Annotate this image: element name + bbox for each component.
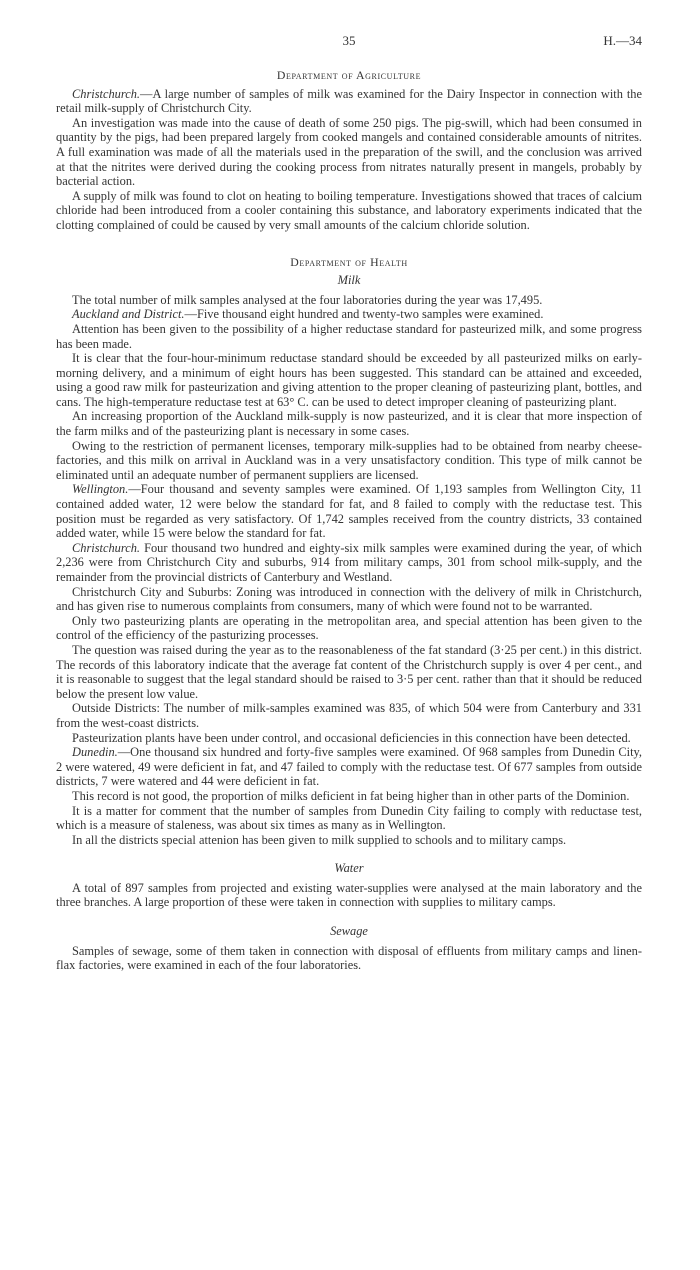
subsection-heading: Sewage: [330, 924, 368, 939]
paragraph-text: Christchurch City and Suburbs: Zoning was introduced in connection with the delivery of milk in Christchurch, and has given rise to numerous complaints from consumers, many of which were found not to be warranted.: [56, 584, 642, 614]
paragraph: [56, 541, 642, 585]
paragraph-text: A total of 897 samples from projected and existing water-supplies were analysed at the main laboratory and the three branches. A large proportion of these were taken in connection with supplies to military camps.: [56, 880, 642, 910]
paragraph: [56, 789, 642, 804]
paragraph-text: A supply of milk was found to clot on heating to boiling temperature. Investigations showed that traces of calcium chloride had been introduced from a cooler containing this substance, and laboratory experiments indicated that the clotting complained of could be caused by very small amounts of the calcium chloride solution.: [56, 188, 642, 232]
paragraph-text: —A large number of samples of milk was examined for the Dairy Inspector in connection with the retail milk-supply of Christchurch City.: [56, 86, 642, 116]
paragraph: [56, 585, 642, 614]
paragraph-lead: Dunedin.: [72, 745, 118, 760]
paragraph-text: It is clear that the four-hour-minimum reductase standard should be exceeded by all pasteurized milks on early-morning delivery, and a minimum of eight hours has been suggested. This standard can be attained and exceeded, using a good raw milk for pasteurization and giving attention to the proper cleaning of pasteurizing plant, bottles, and cans. The high-temperature reductase test at 63° C. can be used to detect improper cleaning of pasteurizing plant.: [56, 351, 642, 409]
paragraph: [56, 745, 642, 789]
paragraph: [56, 307, 642, 322]
paragraph-text: Outside Districts: The number of milk-samples examined was 835, of which 504 were from Canterbury and 331 from the west-coast districts.: [56, 701, 642, 730]
paragraph: [56, 701, 642, 730]
paragraph: [56, 87, 642, 116]
paragraph: [56, 643, 642, 701]
paragraph: [56, 439, 642, 483]
paragraph: [56, 804, 642, 833]
subsection-heading: Water: [334, 861, 364, 876]
paragraph-lead: Christchurch.: [72, 86, 141, 101]
paragraph-text: —Four thousand and seventy samples were examined. Of 1,193 samples from Wellington City, 11 contained added water, 12 were below the standard for fat, and 8 failed to comply with the reductase test. This position must be regarded as very satisfactory. Of 1,742 samples received from the country districts, 33 contained added water, while 15 were below the standard for fat.: [56, 482, 642, 541]
paragraph: [56, 614, 642, 643]
subsection-heading: Milk: [337, 273, 361, 288]
paragraph-lead: Wellington.: [72, 482, 129, 497]
paragraph-lead: Christchurch.: [72, 540, 141, 555]
paragraph-text: Samples of sewage, some of them taken in connection with disposal of effluents from military camps and linen-flax factories, were examined in each of the four laboratories.: [56, 943, 642, 973]
paragraph: [56, 189, 642, 233]
paragraph-text: An investigation was made into the cause of death of some 250 pigs. The pig-swill, which had been consumed in quantity by the pigs, had been prepared largely from cooked mangels and contained considerable amounts of nitrites. A full examination was made of all the materials used in the preparation of the swill, and the conclusion was arrived at that the nitrites were derived during the cooking process from nitrates naturally present in mangels, probably by bacterial action.: [56, 115, 642, 189]
paragraph-text: Pasteurization plants have been under control, and occasional deficiencies in this connection have been detected.: [72, 730, 631, 745]
paragraph-text: The question was raised during the year as to the reasonableness of the fat standard (3·25 per cent.) in this district. The records of this laboratory indicate that the average fat content of the Christchurch supply is over 4 per cent., and it is reasonable to suggest that the legal standard should be raised to 3·5 per cent. rather than that it should be reduced below the present low value.: [56, 642, 642, 701]
page-number: 35: [342, 33, 356, 48]
paragraph: [56, 833, 642, 848]
paragraph-text: This record is not good, the proportion of milks deficient in fat being higher than in other parts of the Dominion.: [72, 788, 630, 803]
paragraph-text: It is a matter for comment that the number of samples from Dunedin City failing to comply with reductase test, which is a measure of staleness, was about six times as many as in Wellington.: [56, 803, 642, 833]
paragraph-text: Four thousand two hundred and eighty-six milk samples were examined during the year, of which 2,236 were from Christchurch City and suburbs, 914 from military camps, 301 from school milk-supply, and the remainder from the provincial districts of Canterbury and Westland.: [56, 540, 642, 584]
paragraph: [56, 351, 642, 409]
paragraph-text: An increasing proportion of the Auckland milk-supply is now pasteurized, and it is clear that more inspection of the farm milks and of the pasteurizing plant is necessary in some cases.: [56, 409, 642, 439]
paragraph-lead: Auckland and District.: [72, 307, 185, 322]
document-body: [56, 68, 642, 973]
section-heading: Department of Agriculture: [276, 68, 422, 82]
paragraph-text: —Five thousand eight hundred and twenty-two samples were examined.: [184, 307, 544, 322]
document-reference: H.—34: [603, 33, 642, 48]
paragraph: [56, 322, 642, 351]
paragraph: [56, 731, 642, 746]
paragraph-text: Attention has been given to the possibility of a higher reductase standard for pasteurized milk, and some progress has been made.: [56, 321, 642, 351]
paragraph-text: In all the districts special attenion has been given to milk supplied to schools and to military camps.: [72, 832, 567, 847]
paragraph-text: Only two pasteurizing plants are operating in the metropolitan area, and special attention has been given to the control of the efficiency of the pasturizing processes.: [56, 613, 642, 643]
paragraph: [56, 881, 642, 910]
paragraph-text: The total number of milk samples analysed at the four laboratories during the year was 17,495.: [72, 292, 543, 307]
paragraph: [56, 482, 642, 540]
paragraph-text: —One thousand six hundred and forty-five samples were examined. Of 968 samples from Dunedin City, 2 were watered, 49 were deficient in fat, and 47 failed to comply with the reductase test. Of 677 samples from outside districts, 7 were watered and 44 were deficient in fat.: [56, 745, 642, 789]
paragraph: [56, 293, 642, 308]
paragraph: [56, 116, 642, 189]
paragraph: [56, 944, 642, 973]
paragraph: [56, 409, 642, 438]
section-heading: Department of Health: [290, 254, 408, 269]
page-header: [56, 22, 642, 48]
paragraph-text: Owing to the restriction of permanent licenses, temporary milk-supplies had to be obtained from nearby cheese-factories, and this milk on arrival in Auckland was in a very unsatisfactory condition. This type of milk cannot be eliminated until an adequate number of permanent suppliers are licensed.: [56, 438, 642, 482]
